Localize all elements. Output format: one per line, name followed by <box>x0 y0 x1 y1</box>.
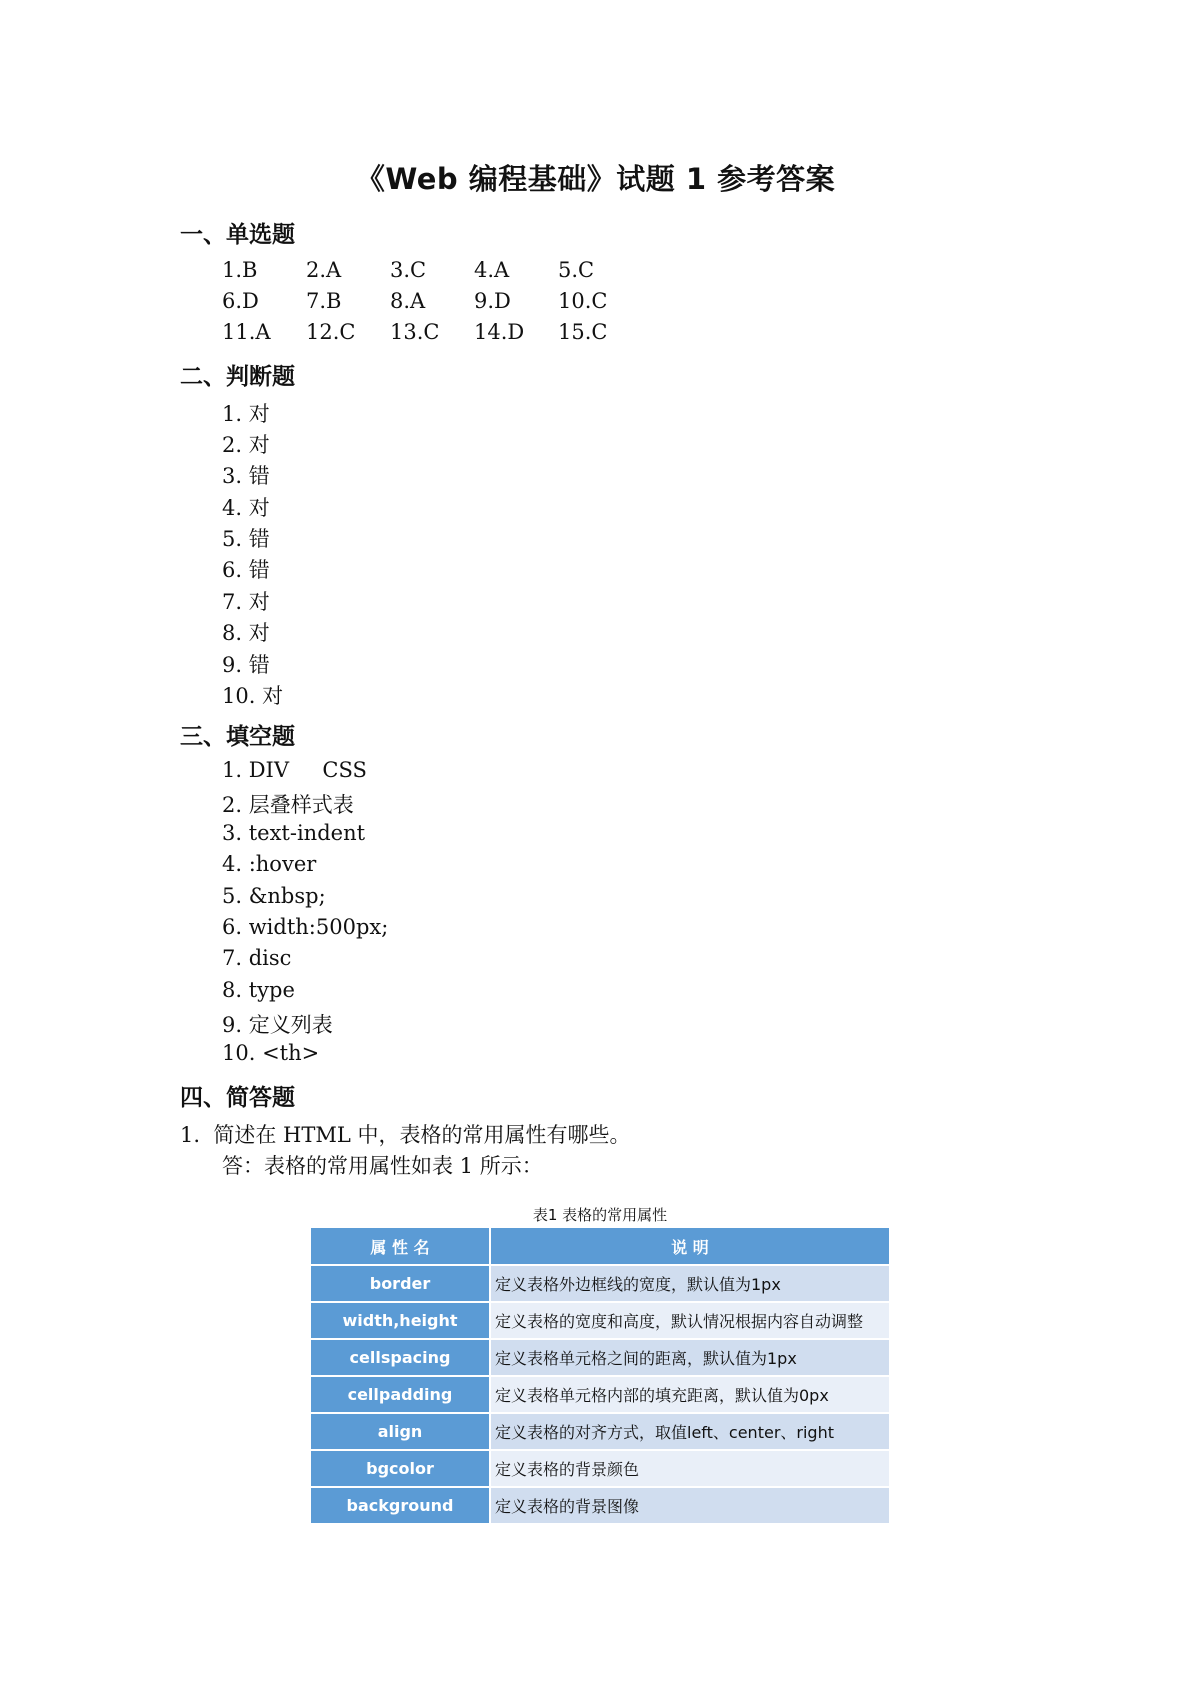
tf-answer: 8. 对 <box>222 621 270 645</box>
attribute-name: border <box>310 1265 490 1302</box>
attribute-description: 定义表格单元格内部的填充距离，默认值为0px <box>490 1376 890 1413</box>
table-row <box>310 1450 890 1487</box>
mc-answer: 15.C <box>558 320 608 344</box>
tf-answer: 5. 错 <box>222 527 270 551</box>
fill-answer: 6. width:500px; <box>222 915 389 939</box>
fill-answer: 10. <th> <box>222 1041 320 1065</box>
fill-answer: 5. &nbsp; <box>222 884 326 908</box>
table-row <box>310 1302 890 1339</box>
mc-answer: 3.C <box>390 258 427 282</box>
fill-answer: 8. type <box>222 978 295 1002</box>
attribute-description: 定义表格外边框线的宽度，默认值为1px <box>490 1265 890 1302</box>
mc-answer: 8.A <box>390 289 426 313</box>
table-row <box>310 1413 890 1450</box>
short-question: 1. 简述在 HTML 中，表格的常用属性有哪些。 <box>180 1123 631 1147</box>
table-row <box>310 1339 890 1376</box>
attribute-name: align <box>310 1413 490 1450</box>
column-header: 属 性 名 <box>310 1227 490 1265</box>
mc-answer: 9.D <box>474 289 511 313</box>
mc-answer: 10.C <box>558 289 608 313</box>
attribute-name: cellpadding <box>310 1376 490 1413</box>
mc-answer: 11.A <box>222 320 271 344</box>
table-row <box>310 1487 890 1524</box>
fill-answer: 9. 定义列表 <box>222 1013 333 1037</box>
fill-answer: 7. disc <box>222 946 292 970</box>
section-heading-tf: 二、判断题 <box>180 364 295 390</box>
mc-answer: 2.A <box>306 258 342 282</box>
attribute-description: 定义表格的对齐方式，取值left、center、right <box>490 1413 890 1450</box>
section-heading-mc: 一、单选题 <box>180 222 295 248</box>
attribute-description: 定义表格的背景图像 <box>490 1487 890 1524</box>
mc-answer: 5.C <box>558 258 595 282</box>
table-row <box>310 1376 890 1413</box>
tf-answer: 6. 错 <box>222 558 270 582</box>
mc-answer: 12.C <box>306 320 356 344</box>
tf-answer: 2. 对 <box>222 433 270 457</box>
fill-answer: 2. 层叠样式表 <box>222 793 354 817</box>
mc-answer: 1.B <box>222 258 258 282</box>
tf-answer: 1. 对 <box>222 402 270 426</box>
tf-answer: 9. 错 <box>222 653 270 677</box>
mc-answer: 4.A <box>474 258 510 282</box>
table-row <box>310 1265 890 1302</box>
mc-answer: 14.D <box>474 320 525 344</box>
tf-answer: 4. 对 <box>222 496 270 520</box>
attribute-description: 定义表格的背景颜色 <box>490 1450 890 1487</box>
table-caption: 表1 表格的常用属性 <box>532 1206 668 1224</box>
tf-answer: 10. 对 <box>222 684 284 708</box>
tf-answer: 3. 错 <box>222 464 270 488</box>
attribute-description: 定义表格单元格之间的距离，默认值为1px <box>490 1339 890 1376</box>
mc-answer: 7.B <box>306 289 342 313</box>
section-heading-fill: 三、填空题 <box>180 724 295 750</box>
fill-answer: 1. DIV CSS <box>222 758 367 782</box>
page-title: 《Web 编程基础》试题 1 参考答案 <box>355 162 836 196</box>
fill-answer: 4. :hover <box>222 852 317 876</box>
attribute-name: bgcolor <box>310 1450 490 1487</box>
mc-answer: 6.D <box>222 289 259 313</box>
attribute-name: cellspacing <box>310 1339 490 1376</box>
fill-answer: 3. text-indent <box>222 821 366 845</box>
attribute-name: width,height <box>310 1302 490 1339</box>
attributes-table <box>309 1226 891 1525</box>
column-header: 说 明 <box>490 1227 890 1265</box>
section-heading-short: 四、简答题 <box>180 1085 295 1111</box>
tf-answer: 7. 对 <box>222 590 270 614</box>
attribute-name: background <box>310 1487 490 1524</box>
short-answer-intro: 答：表格的常用属性如表 1 所示： <box>222 1154 543 1178</box>
attribute-description: 定义表格的宽度和高度，默认情况根据内容自动调整 <box>490 1302 890 1339</box>
mc-answer: 13.C <box>390 320 440 344</box>
table-header-row <box>310 1227 890 1265</box>
